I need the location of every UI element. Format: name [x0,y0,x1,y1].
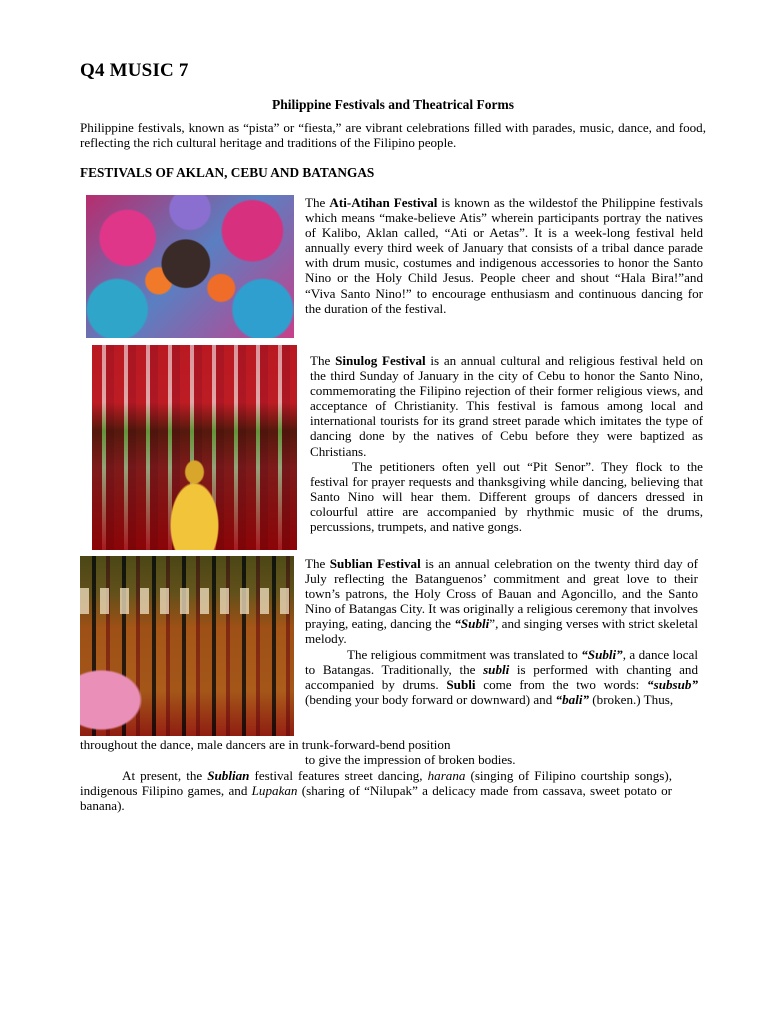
text: festival features street dancing, [249,768,428,783]
text: At present, the [122,768,208,783]
text: , a dance local to Batangas. Traditionally, the [305,646,698,677]
section-title: FESTIVALS OF AKLAN, CEBU AND BATANGAS [80,165,375,180]
term: harana [427,768,466,783]
ati-atihan-photo [86,195,294,338]
at-present-paragraph [80,768,672,813]
term: Subli [446,676,476,692]
page-subtitle: Philippine Festivals and Theatrical Forms [271,97,514,112]
sublian-line-3: to give the impression of broken bodies. [305,752,516,767]
festival-name: Sinulog Festival [335,353,426,368]
text: (sharing of “Nilupak” a delicacy made from cassava, sweet potato or banana). [80,783,672,814]
sublian-photo [80,556,294,736]
term: “Subli” [581,646,623,662]
text: (bending your body forward or downward) and [305,691,556,707]
term: “subsub” [647,676,698,692]
text: ”, and singing verses with strict skeletal melody. [305,616,698,647]
text: is performed with chanting and accompanied by drums. [305,661,698,692]
text: is an annual cultural and religious festival held on the third Sunday of January in the city of Cebu to honor the Santo Nino, commemorating the Filipino rejection of their former religious views, and acceptance of Christianity. This festival is famous among local and international tourists for its grand street parade which imitates the type of dancing done by the natives of Cebu before they were baptized as Christians. [310,353,703,459]
term: “Subli [454,616,490,632]
text: The [310,353,336,368]
term: subli [483,661,510,677]
intro-paragraph: Philippine festivals, known as “pista” or “fiesta,” are vibrant celebrations filled with parades, music, dance, and food, reflecting the rich cultural heritage and traditions of the Filipino people. [80,120,706,151]
term: Lupakan [251,783,298,799]
text: The religious commitment was translated to [347,646,582,662]
text: (singing of Filipino courtship songs), indigenous Filipino games, and [80,768,673,799]
text: is known as the wildestof the Philippine festivals which means “make-believe Atis” wherein participants portray the natives of Kalibo, Aklan called, “Ati or Aetas”. It is a week-long festival held annually every third week of January that consists of a tribal dance parade with drum music, costumes and indigenous accessories to honor the Santo Nino or the Holy Child Jesus. People cheer and shout “Hala Bira!”and “Viva Santo Nino!” to encourage enthusiasm and continuous dancing for the duration of the festival. [305,195,703,316]
sinulog-photo [92,345,297,550]
term: “bali” [555,691,590,707]
sinulog-paragraph-2: The petitioners often yell out “Pit Senor”. They flock to the festival for prayer requests and thanksgiving while dancing, believing that Santo Nino will hear them. Different groups of dancers dressed in colourful attire are accompanied by rhythmic music of the drums, percussions, trumpets, and native gongs. [310,458,703,535]
term: Sublian [207,768,250,783]
text: The [305,556,330,571]
sublian-line-2: throughout the dance, male dancers are in trunk-forward-bend position [80,737,451,752]
sublian-paragraph [305,556,698,707]
ati-atihan-paragraph [305,195,703,316]
sinulog-paragraph [310,353,703,534]
festival-name: Ati-Atihan Festival [329,195,438,210]
text: The [305,195,330,210]
text: is an annual celebration on the twenty third day of July reflecting the Batanguenos’ commitment and great love to their town’s patrons, the Holy Cross of Bauan and Agoncillo, and the Santo Nino of Batangas City. It was originally a religious ceremony that involves praying, eating, dancing the [305,556,698,632]
page-heading: Q4 MUSIC 7 [80,60,189,81]
text: come from the two words: [475,676,648,692]
festival-name: Sublian Festival [329,556,421,571]
text: (broken.) Thus, [589,691,674,707]
